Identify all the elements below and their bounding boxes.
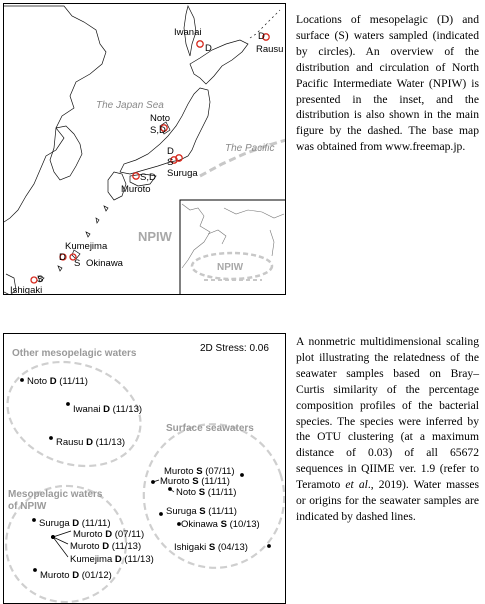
group-label-other: Other mesopelagic waters (12, 348, 137, 359)
point-ishigaki-s-0413 (267, 544, 271, 548)
label-rausu: Rausu (256, 44, 284, 55)
nmds-plot (3, 333, 286, 604)
mark-suruga-s: S (167, 157, 174, 168)
label-npiw: NPIW (138, 229, 172, 244)
point-label-ishigaki-s-0413: Ishigaki S (04/13) (174, 542, 248, 553)
point-label-muroto-d-0112: Muroto D (01/12) (40, 570, 112, 581)
point-muroto-s-0711 (240, 473, 244, 477)
label-noto: Noto (150, 113, 171, 124)
point-label-noto-d-1111: Noto D (11/11) (27, 376, 88, 387)
nmds-caption-et-al: et al (345, 478, 368, 492)
point-label-suruga-d-1111: Suruga D (11/11) (39, 518, 111, 529)
site-muroto-circle (133, 173, 139, 179)
point-label-noto-s-1111: Noto S (11/11) (176, 487, 237, 498)
label-suruga: Suruga (167, 168, 198, 179)
inset-map (180, 200, 286, 295)
nmds-caption (296, 334, 479, 525)
label-japan-sea: The Japan Sea (96, 100, 164, 111)
point-noto-s-1111 (168, 487, 172, 491)
nmds-caption-text-2: ., 2019). Water masses or origins for the seawater samples are indicated by dashed lines. (296, 478, 479, 523)
mark-iwanai: D (205, 43, 212, 54)
group-label-npiw-1: Mesopelagic waters (8, 489, 103, 500)
stress-label: 2D Stress: 0.06 (200, 343, 269, 354)
sampling-map (3, 3, 286, 295)
label-ishigaki: Ishigaki (10, 285, 43, 295)
site-iwanai-circle (197, 41, 203, 47)
mark-kumejima: D (59, 252, 66, 263)
point-rausu-d-1113 (49, 436, 53, 440)
point-suruga-d-1111 (32, 518, 36, 522)
nmds-caption-text-1: A nonmetric multidimensional scaling plot illustrating the relatedness of the seawater samples based on Bray–Curtis similarity of the percentage composition profiles of the bacterial species. The species were inferred by the OTU clustering (at a maximum distance of 0.03) of all 65672 sequences in QIIME ver. 1.9 (refer to Teramoto (296, 335, 479, 492)
point-noto-d-1111 (20, 378, 24, 382)
mark-noto: S,D (150, 125, 166, 136)
mark-suruga-d: D (167, 146, 174, 157)
point-label-muroto-d-1113: Muroto D (11/13) (70, 541, 142, 552)
point-suruga-s-1111 (159, 512, 163, 516)
point-label-okinawa-s-1013: Okinawa S (10/13) (181, 519, 260, 530)
map-caption: Locations of mesopelagic (D) and surface (S) waters sampled (indicated by circles). An overview of the distribution and circulation of North Pacific Intermediate Water (NPIW) is presented in the inset, and the distribution is also shown in the main figure by the dashed. The base map was obtained from www.freemap.jp. (296, 13, 479, 154)
point-label-muroto-s-0711: Muroto S (07/11) (164, 466, 235, 477)
mark-ishigaki: S (37, 274, 44, 285)
map-svg (4, 4, 286, 295)
group-label-surface: Surface seawaters (166, 423, 254, 434)
label-muroto: Muroto (121, 184, 151, 195)
point-label-kumejima-d-1113: Kumejima D (11/13) (70, 554, 154, 565)
label-iwanai: Iwanai (174, 27, 202, 38)
point-label-suruga-s-1111: Suruga S (11/11) (166, 506, 237, 517)
point-label-iwanai-d-1113: Iwanai D (11/13) (73, 404, 143, 415)
point-label-muroto-s-1111: Muroto S (11/11) (160, 476, 230, 487)
group-label-npiw-2: of NPIW (8, 501, 47, 512)
mark-okinawa: S (74, 258, 81, 269)
leader-muroto-d-0711 (53, 531, 71, 537)
point-kumejima-d-1113 (51, 535, 55, 539)
point-muroto-s-1111 (151, 480, 155, 484)
label-pacific: The Pacific (225, 143, 275, 154)
mark-muroto: S,D (140, 172, 156, 183)
nmds-svg (4, 334, 286, 604)
point-label-muroto-d-0711: Muroto D (07/11) (73, 529, 145, 540)
label-okinawa: Okinawa (86, 258, 123, 269)
inset-label-npiw: NPIW (217, 262, 244, 273)
point-iwanai-d-1113 (66, 402, 70, 406)
nmds-points (20, 376, 271, 581)
mark-rausu: D (258, 31, 265, 42)
point-label-rausu-d-1113: Rausu D (11/13) (56, 437, 126, 448)
leader-kumejima-d (53, 537, 68, 557)
point-muroto-d-0112 (33, 568, 37, 572)
label-kumejima: Kumejima (65, 241, 108, 252)
